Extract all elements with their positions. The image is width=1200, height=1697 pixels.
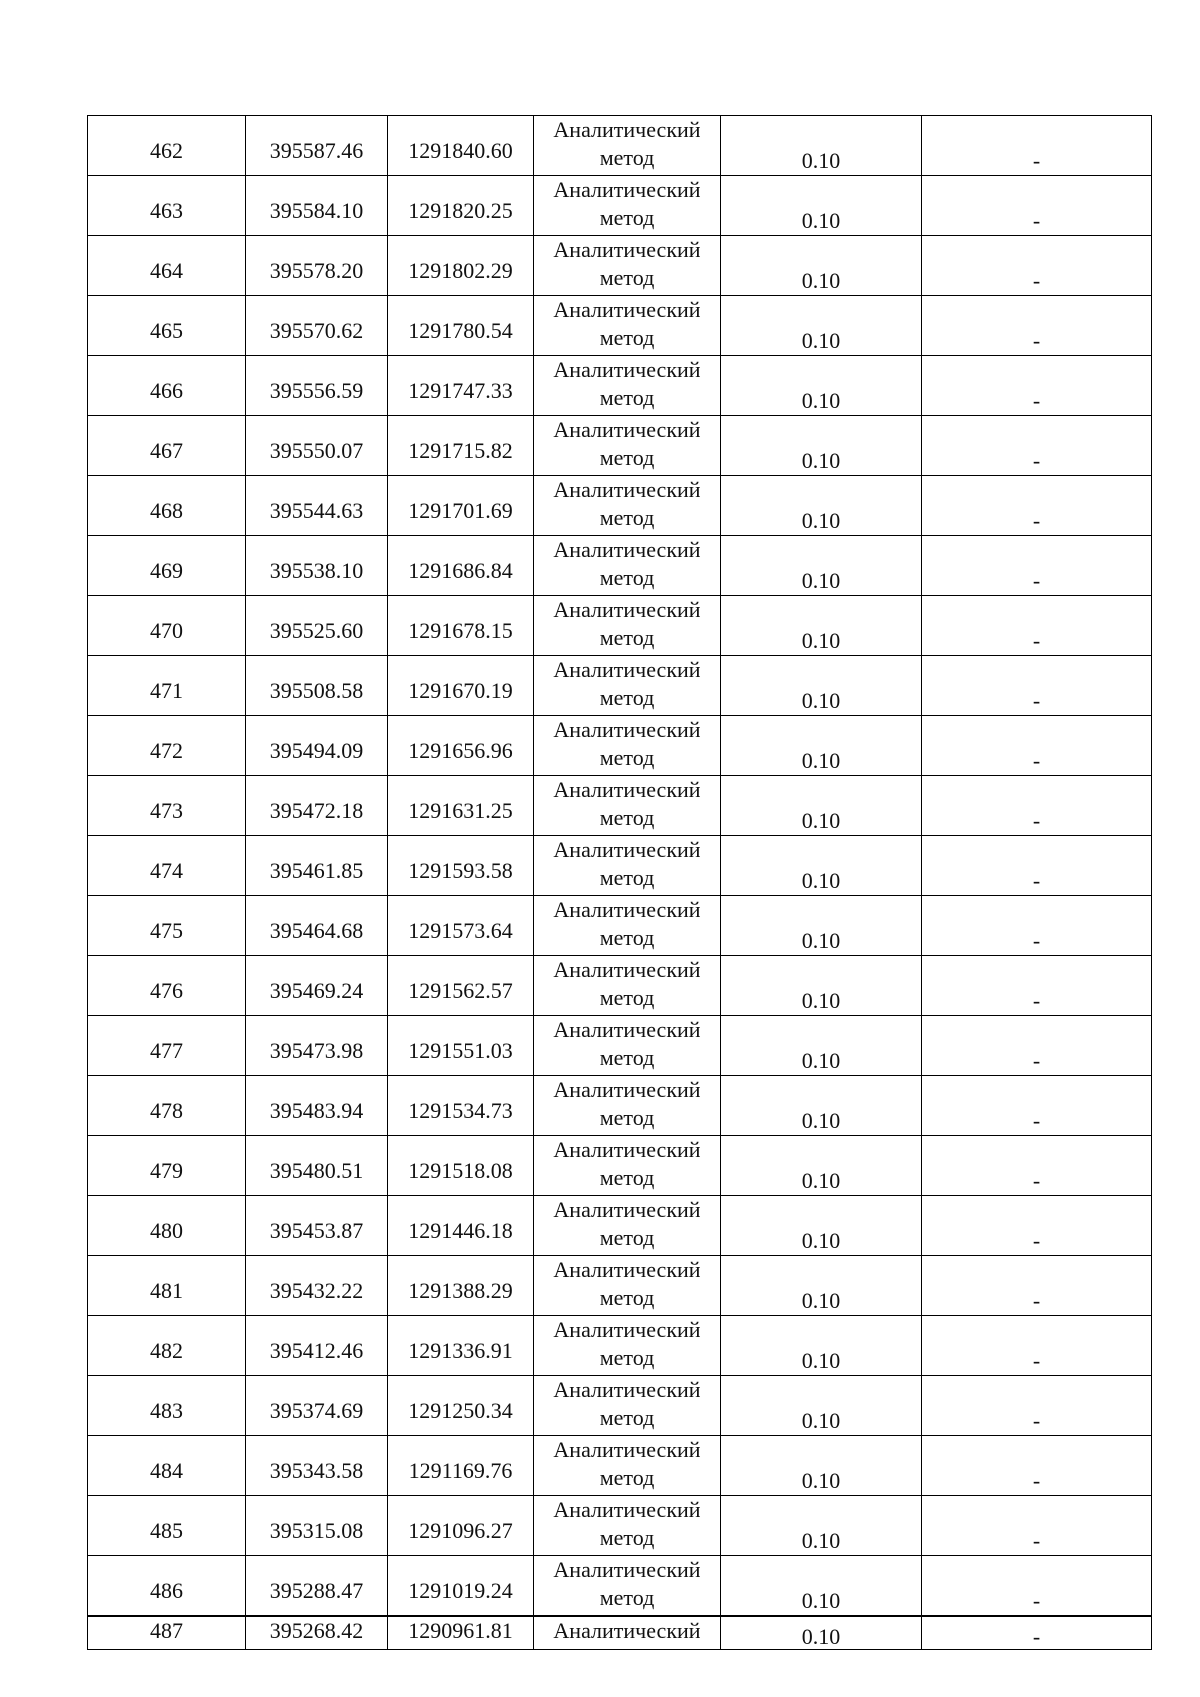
method-line-1: Аналитический	[553, 657, 701, 682]
error-value: 0.10	[721, 536, 922, 596]
coordinate-y: 1291670.19	[388, 656, 534, 716]
coordinate-y: 1291593.58	[388, 836, 534, 896]
table-row	[88, 176, 1152, 236]
method-line-2: метод	[599, 205, 655, 230]
point-number: 469	[88, 536, 246, 596]
coordinate-x: 395453.87	[246, 1196, 388, 1256]
point-number: 474	[88, 836, 246, 896]
coordinate-y: 1291701.69	[388, 476, 534, 536]
point-number: 467	[88, 416, 246, 476]
point-number: 479	[88, 1136, 246, 1196]
coordinate-x: 395508.58	[246, 656, 388, 716]
table-row	[88, 476, 1152, 536]
method-line-1: Аналитический	[553, 1257, 701, 1282]
point-number: 481	[88, 1256, 246, 1316]
coordinate-x: 395412.46	[246, 1316, 388, 1376]
method-cell	[534, 116, 721, 176]
note-cell: -	[922, 1376, 1152, 1436]
table-row	[88, 116, 1152, 176]
method-line-1: Аналитический	[553, 897, 701, 922]
point-number: 483	[88, 1376, 246, 1436]
coordinate-x: 395480.51	[246, 1136, 388, 1196]
method-cell	[534, 956, 721, 1016]
coordinate-y: 1291096.27	[388, 1496, 534, 1556]
method-line-2: метод	[599, 985, 655, 1010]
method-line-2: метод	[599, 625, 655, 650]
error-value: 0.10	[721, 1316, 922, 1376]
table-row	[88, 896, 1152, 956]
coordinate-y: 1291250.34	[388, 1376, 534, 1436]
method-line-1: Аналитический	[553, 357, 701, 382]
note-cell: -	[922, 1196, 1152, 1256]
table-row	[88, 416, 1152, 476]
coordinate-y: 1291678.15	[388, 596, 534, 656]
table-row	[88, 1196, 1152, 1256]
method-cell	[534, 1136, 721, 1196]
point-number: 477	[88, 1016, 246, 1076]
table-row	[88, 1496, 1152, 1556]
coordinate-x: 395587.46	[246, 116, 388, 176]
point-number: 478	[88, 1076, 246, 1136]
coordinate-x: 395550.07	[246, 416, 388, 476]
table-row	[88, 356, 1152, 416]
coordinate-x: 395473.98	[246, 1016, 388, 1076]
method-line-2: метод	[599, 1465, 655, 1490]
table-row	[88, 1316, 1152, 1376]
method-cell	[534, 1556, 721, 1617]
note-cell: -	[922, 896, 1152, 956]
method-line-1: Аналитический	[553, 777, 701, 802]
error-value: 0.10	[721, 1496, 922, 1556]
method-cell	[534, 1076, 721, 1136]
method-cell	[534, 896, 721, 956]
point-number: 480	[88, 1196, 246, 1256]
coordinate-x: 395544.63	[246, 476, 388, 536]
method-line-1: Аналитический	[553, 477, 701, 502]
coordinate-y: 1291840.60	[388, 116, 534, 176]
point-number: 466	[88, 356, 246, 416]
coordinate-y: 1291780.54	[388, 296, 534, 356]
method-line-2: метод	[599, 685, 655, 710]
method-line-2: метод	[599, 865, 655, 890]
method-line-2: метод	[599, 1165, 655, 1190]
note-cell: -	[922, 836, 1152, 896]
method-cell	[534, 1316, 721, 1376]
note-cell: -	[922, 1436, 1152, 1496]
method-line-2: метод	[599, 385, 655, 410]
coordinate-x: 395432.22	[246, 1256, 388, 1316]
point-number: 465	[88, 296, 246, 356]
method-line-2: метод	[599, 805, 655, 830]
point-number: 472	[88, 716, 246, 776]
method-cell	[534, 416, 721, 476]
coordinate-x: 395469.24	[246, 956, 388, 1016]
method-cell	[534, 836, 721, 896]
coordinate-y: 1291631.25	[388, 776, 534, 836]
document-page	[87, 115, 1151, 1650]
method-line-1: Аналитический	[553, 237, 701, 262]
note-cell: -	[922, 956, 1152, 1016]
point-number: 482	[88, 1316, 246, 1376]
point-number: 470	[88, 596, 246, 656]
error-value: 0.10	[721, 1556, 922, 1617]
method-cell	[534, 1016, 721, 1076]
note-cell: -	[922, 1076, 1152, 1136]
note-cell: -	[922, 296, 1152, 356]
coordinate-x: 395315.08	[246, 1496, 388, 1556]
note-cell: -	[922, 1496, 1152, 1556]
method-line-1: Аналитический	[553, 177, 701, 202]
method-cell	[534, 356, 721, 416]
method-line-2: метод	[599, 1585, 655, 1610]
method-line-1: Аналитический	[553, 957, 701, 982]
method-line-2: метод	[599, 1105, 655, 1130]
coordinate-y: 1291656.96	[388, 716, 534, 776]
method-line-2: метод	[599, 925, 655, 950]
method-line-1: Аналитический	[553, 717, 701, 742]
error-value: 0.10	[721, 776, 922, 836]
point-number: 476	[88, 956, 246, 1016]
method-line-1: Аналитический	[553, 537, 701, 562]
table-row	[88, 1256, 1152, 1316]
note-cell: -	[922, 1556, 1152, 1617]
error-value: 0.10	[721, 296, 922, 356]
method-cell	[534, 1196, 721, 1256]
table-row	[88, 1136, 1152, 1196]
table-row	[88, 296, 1152, 356]
coordinate-y: 1291019.24	[388, 1556, 534, 1617]
table-row	[88, 1016, 1152, 1076]
method-cell	[534, 1376, 721, 1436]
error-value: 0.10	[721, 176, 922, 236]
table-body	[88, 116, 1152, 1650]
method-line-2: метод	[599, 145, 655, 170]
note-cell: -	[922, 1616, 1152, 1649]
table-row	[88, 1556, 1152, 1617]
error-value: 0.10	[721, 596, 922, 656]
note-cell: -	[922, 176, 1152, 236]
coordinate-y: 1291820.25	[388, 176, 534, 236]
coordinate-x: 395483.94	[246, 1076, 388, 1136]
coordinate-y: 1291388.29	[388, 1256, 534, 1316]
error-value: 0.10	[721, 1016, 922, 1076]
method-cell: Аналитический	[534, 1616, 721, 1649]
method-line-1: Аналитический	[553, 1317, 701, 1342]
method-line-1: Аналитический	[553, 1497, 701, 1522]
table-row-last	[88, 1616, 1152, 1649]
method-line-1: Аналитический	[553, 297, 701, 322]
coordinate-x: 395343.58	[246, 1436, 388, 1496]
method-line-1: Аналитический	[553, 1017, 701, 1042]
coordinate-y: 1291446.18	[388, 1196, 534, 1256]
method-cell	[534, 296, 721, 356]
error-value: 0.10	[721, 476, 922, 536]
point-number: 475	[88, 896, 246, 956]
method-line-1: Аналитический	[553, 1557, 701, 1582]
error-value: 0.10	[721, 116, 922, 176]
method-line-1: Аналитический	[553, 1197, 701, 1222]
coordinate-y: 1290961.81	[388, 1616, 534, 1649]
error-value: 0.10	[721, 416, 922, 476]
coordinate-y: 1291518.08	[388, 1136, 534, 1196]
error-value: 0.10	[721, 1616, 922, 1649]
error-value: 0.10	[721, 236, 922, 296]
error-value: 0.10	[721, 656, 922, 716]
point-number: 464	[88, 236, 246, 296]
coordinate-x: 395538.10	[246, 536, 388, 596]
note-cell: -	[922, 1016, 1152, 1076]
note-cell: -	[922, 716, 1152, 776]
coordinate-y: 1291562.57	[388, 956, 534, 1016]
note-cell: -	[922, 656, 1152, 716]
coordinate-y: 1291686.84	[388, 536, 534, 596]
method-cell	[534, 776, 721, 836]
method-line-2: метод	[599, 265, 655, 290]
error-value: 0.10	[721, 836, 922, 896]
error-value: 0.10	[721, 716, 922, 776]
coordinate-y: 1291169.76	[388, 1436, 534, 1496]
table-row	[88, 536, 1152, 596]
table-row	[88, 1076, 1152, 1136]
coordinate-x: 395556.59	[246, 356, 388, 416]
note-cell: -	[922, 596, 1152, 656]
table-row	[88, 1436, 1152, 1496]
method-cell	[534, 476, 721, 536]
note-cell: -	[922, 1316, 1152, 1376]
method-line-2: метод	[599, 505, 655, 530]
method-line-1: Аналитический	[553, 1377, 701, 1402]
point-number: 486	[88, 1556, 246, 1617]
method-line-1: Аналитический	[553, 117, 701, 142]
coordinate-x: 395584.10	[246, 176, 388, 236]
table-row	[88, 836, 1152, 896]
coordinate-x: 395578.20	[246, 236, 388, 296]
coordinates-table	[87, 115, 1152, 1650]
note-cell: -	[922, 416, 1152, 476]
method-line-2: метод	[599, 1225, 655, 1250]
point-number: 473	[88, 776, 246, 836]
table-row	[88, 596, 1152, 656]
method-line-2: метод	[599, 745, 655, 770]
coordinate-x: 395374.69	[246, 1376, 388, 1436]
table-row	[88, 236, 1152, 296]
point-number: 484	[88, 1436, 246, 1496]
point-number: 485	[88, 1496, 246, 1556]
error-value: 0.10	[721, 896, 922, 956]
coordinate-y: 1291534.73	[388, 1076, 534, 1136]
point-number: 468	[88, 476, 246, 536]
method-line-2: метод	[599, 1405, 655, 1430]
coordinate-x: 395570.62	[246, 296, 388, 356]
method-cell	[534, 1436, 721, 1496]
coordinate-y: 1291802.29	[388, 236, 534, 296]
point-number: 463	[88, 176, 246, 236]
error-value: 0.10	[721, 356, 922, 416]
note-cell: -	[922, 1256, 1152, 1316]
method-cell	[534, 236, 721, 296]
method-line-2: метод	[599, 1045, 655, 1070]
method-line-2: метод	[599, 325, 655, 350]
error-value: 0.10	[721, 956, 922, 1016]
method-line-1: Аналитический	[553, 1437, 701, 1462]
coordinate-y: 1291551.03	[388, 1016, 534, 1076]
method-cell	[534, 536, 721, 596]
method-cell	[534, 1256, 721, 1316]
method-cell	[534, 596, 721, 656]
table-row	[88, 956, 1152, 1016]
method-line-1: Аналитический	[553, 837, 701, 862]
method-cell	[534, 716, 721, 776]
error-value: 0.10	[721, 1256, 922, 1316]
point-number: 487	[88, 1616, 246, 1649]
note-cell: -	[922, 1136, 1152, 1196]
method-cell	[534, 656, 721, 716]
method-cell	[534, 176, 721, 236]
coordinate-y: 1291336.91	[388, 1316, 534, 1376]
coordinate-x: 395494.09	[246, 716, 388, 776]
coordinate-x: 395472.18	[246, 776, 388, 836]
coordinate-y: 1291747.33	[388, 356, 534, 416]
method-line-2: метод	[599, 1285, 655, 1310]
method-line-2: метод	[599, 445, 655, 470]
error-value: 0.10	[721, 1436, 922, 1496]
table-row	[88, 776, 1152, 836]
error-value: 0.10	[721, 1196, 922, 1256]
coordinate-y: 1291715.82	[388, 416, 534, 476]
note-cell: -	[922, 116, 1152, 176]
coordinate-x: 395268.42	[246, 1616, 388, 1649]
method-line-2: метод	[599, 565, 655, 590]
point-number: 471	[88, 656, 246, 716]
method-line-1: Аналитический	[553, 597, 701, 622]
coordinate-x: 395464.68	[246, 896, 388, 956]
point-number: 462	[88, 116, 246, 176]
table-row	[88, 716, 1152, 776]
coordinate-x: 395288.47	[246, 1556, 388, 1617]
error-value: 0.10	[721, 1076, 922, 1136]
note-cell: -	[922, 236, 1152, 296]
error-value: 0.10	[721, 1376, 922, 1436]
note-cell: -	[922, 356, 1152, 416]
method-line-1: Аналитический	[553, 1137, 701, 1162]
method-line-1: Аналитический	[553, 417, 701, 442]
method-line-2: метод	[599, 1525, 655, 1550]
coordinate-x: 395461.85	[246, 836, 388, 896]
note-cell: -	[922, 776, 1152, 836]
note-cell: -	[922, 536, 1152, 596]
method-line-1: Аналитический	[553, 1077, 701, 1102]
method-line-2: метод	[599, 1345, 655, 1370]
error-value: 0.10	[721, 1136, 922, 1196]
table-row	[88, 656, 1152, 716]
coordinate-y: 1291573.64	[388, 896, 534, 956]
table-row	[88, 1376, 1152, 1436]
note-cell: -	[922, 476, 1152, 536]
coordinate-x: 395525.60	[246, 596, 388, 656]
method-cell	[534, 1496, 721, 1556]
